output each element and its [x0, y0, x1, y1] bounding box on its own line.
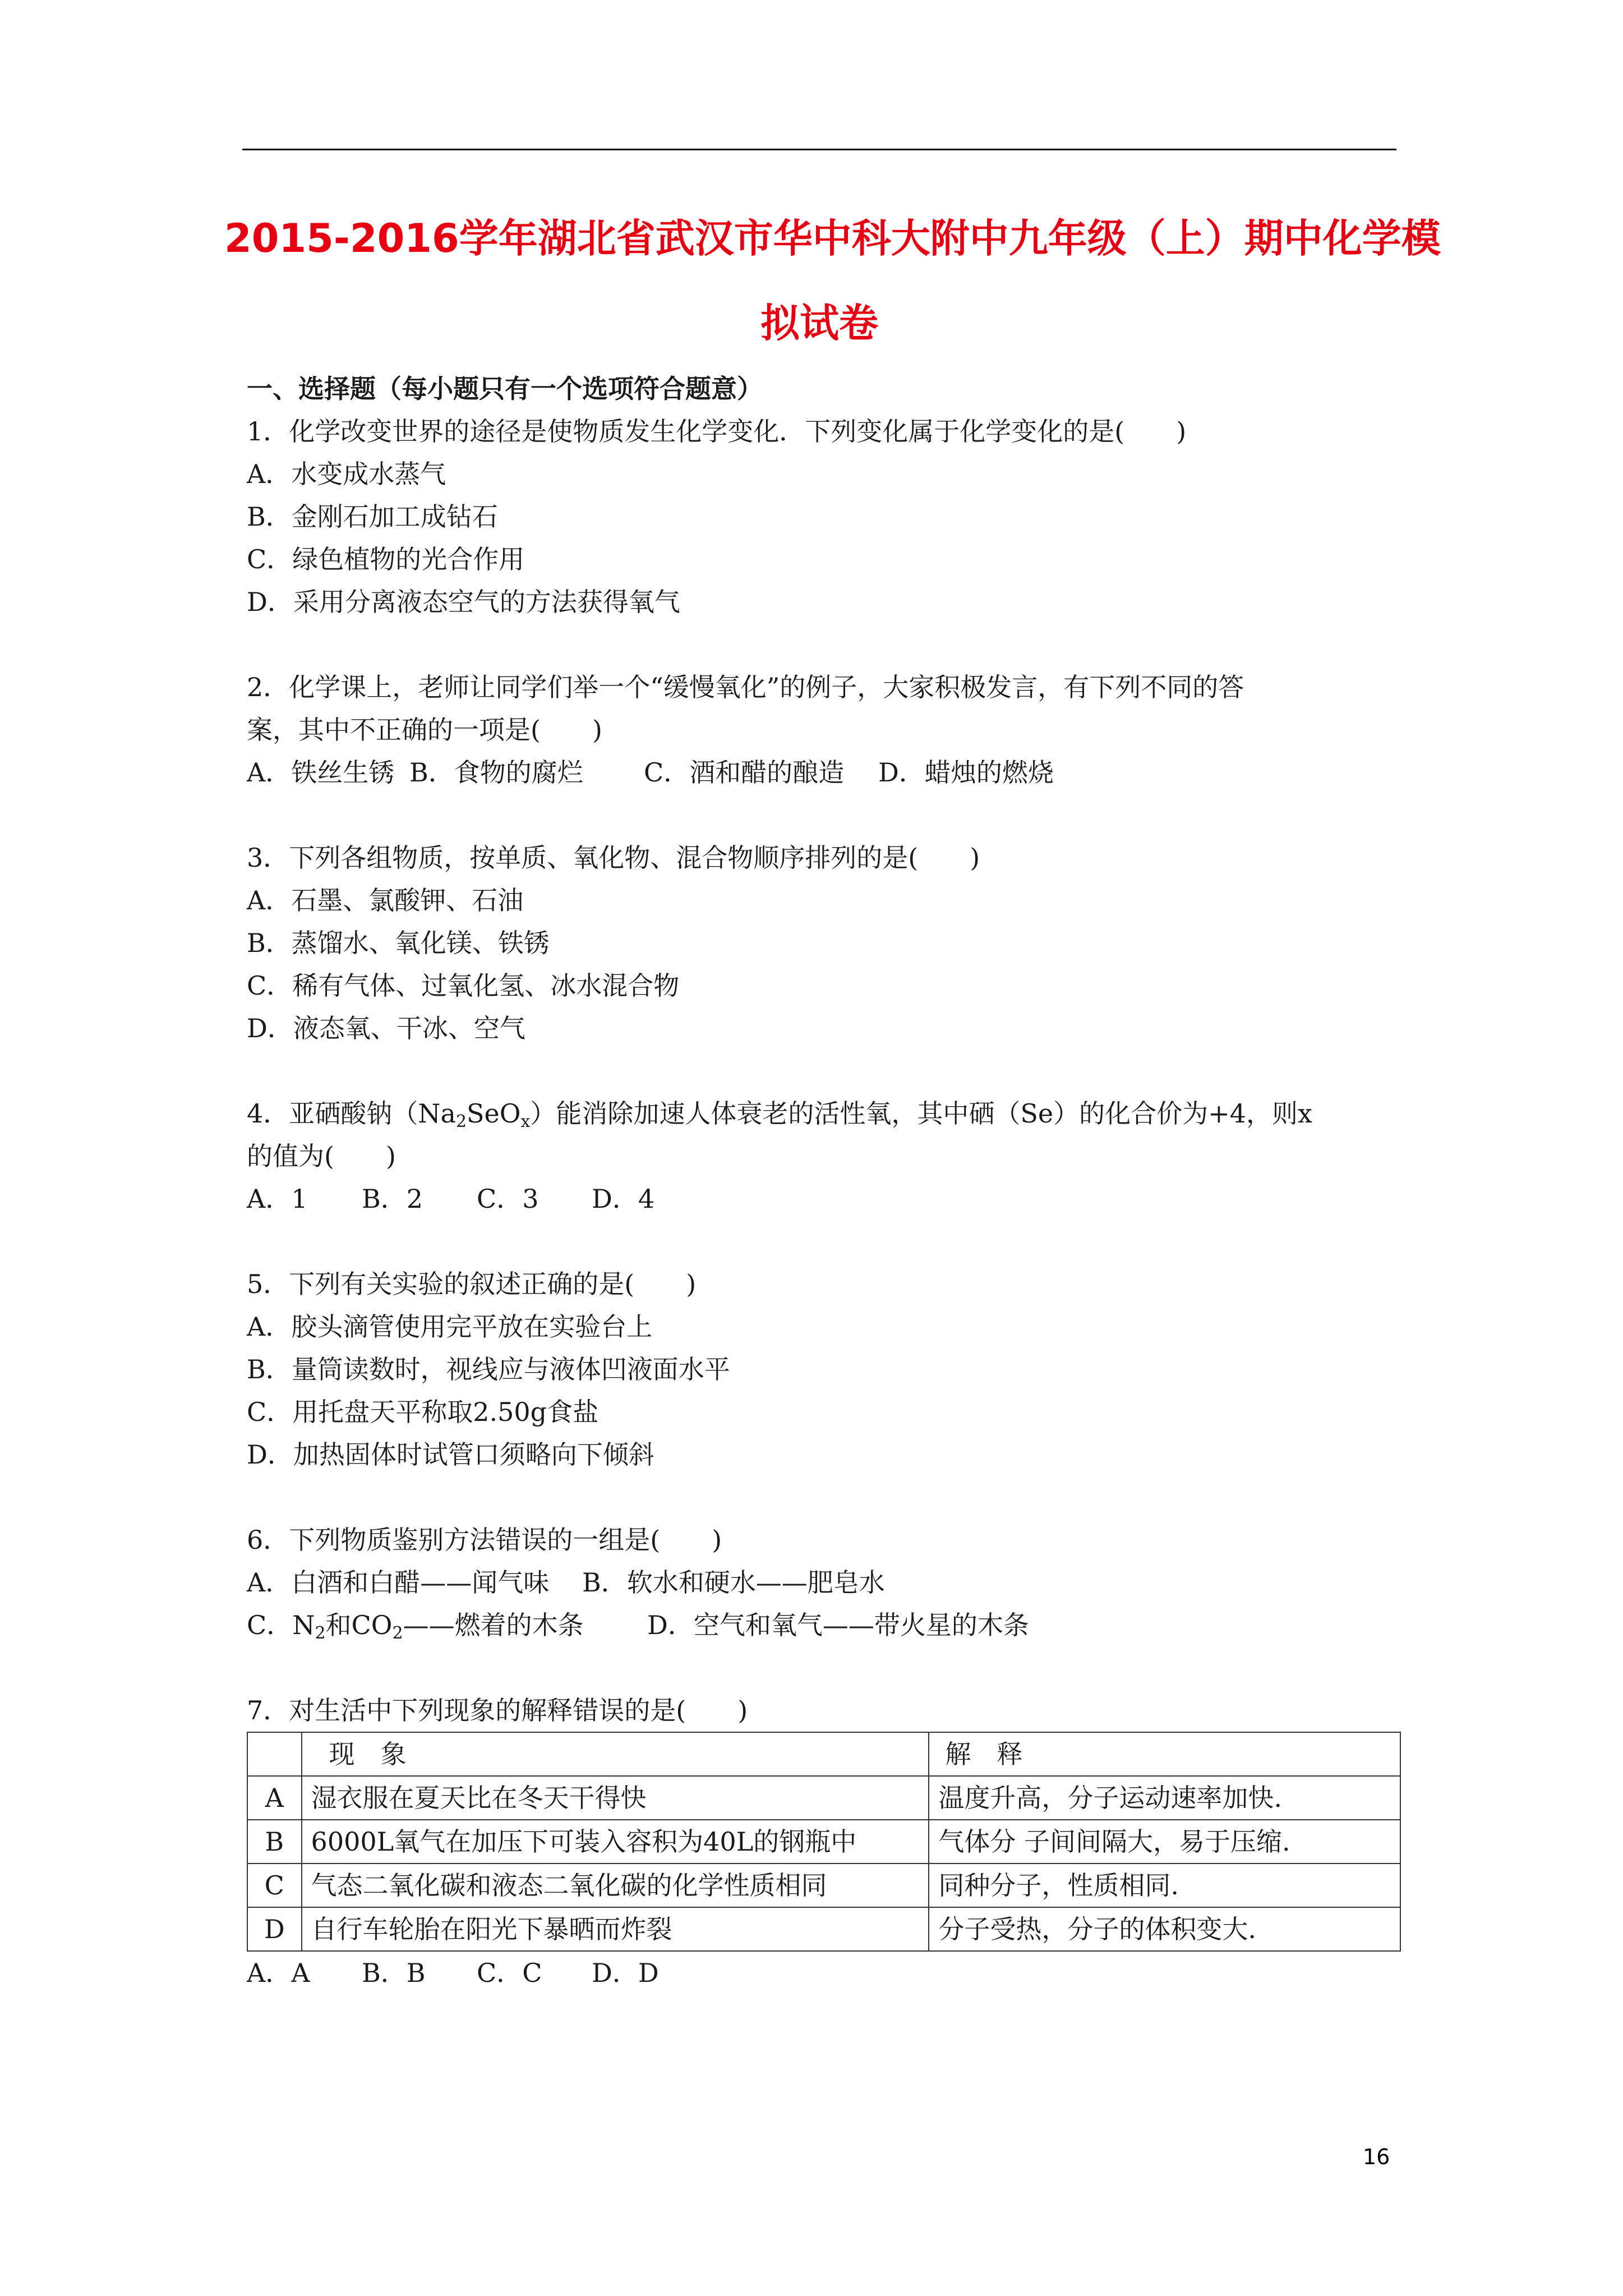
option-a: A．石墨、氯酸钾、石油	[247, 885, 524, 915]
question-2	[247, 666, 1402, 794]
stem-prefix: 4．亚硒酸钠（Na	[247, 1098, 456, 1129]
option-c: C．绿色植物的光合作用	[247, 544, 525, 574]
question-4	[247, 1092, 1402, 1220]
option-b: B．2	[362, 1184, 423, 1214]
option-c: C．用托盘天平称取2.50g食盐	[247, 1397, 599, 1427]
table-cell-phenomenon: 气态二氧化碳和液态二氧化碳的化学性质相同	[302, 1864, 929, 1907]
table-row	[247, 1907, 1400, 1951]
table-cell-explanation: 分子受热，分子的体积变大.	[929, 1907, 1400, 1951]
table-cell-explanation: 温度升高，分子运动速率加快.	[929, 1776, 1400, 1820]
question-stem	[247, 1092, 1402, 1135]
option-c-mid: 和CO	[325, 1610, 393, 1640]
table-cell-phenomenon: 自行车轮胎在阳光下暴晒而炸裂	[302, 1907, 929, 1951]
option-b: B．B	[362, 1958, 426, 1988]
question-stem: 2．化学课上，老师让同学们举一个“缓慢氧化”的例子，大家积极发言，有下列不同的答	[247, 672, 1244, 702]
question-stem: 6．下列物质鉴别方法错误的一组是( )	[247, 1525, 722, 1555]
exam-content	[247, 367, 1402, 1994]
question-stem: 1．化学改变世界的途径是使物质发生化学变化．下列变化属于化学变化的是( )	[247, 416, 1187, 447]
option-b: B．食物的腐烂	[409, 757, 583, 788]
table-row	[247, 1864, 1400, 1907]
options-row-2	[247, 1604, 1402, 1646]
section-heading: 一、选择题（每小题只有一个选项符合题意）	[247, 374, 763, 404]
question-7	[247, 1689, 1402, 1994]
option-d: D．加热固体时试管口须略向下倾斜	[247, 1439, 654, 1470]
table-cell-key: A	[247, 1776, 302, 1820]
table-cell-explanation: 同种分子，性质相同.	[929, 1864, 1400, 1907]
question-stem-continued: 案，其中不正确的一项是( )	[247, 715, 602, 745]
option-a: A．铁丝生锈	[247, 757, 395, 788]
question-3	[247, 836, 1402, 1050]
option-d: D．液态氧、干冰、空气	[247, 1013, 525, 1043]
subscript: 2	[315, 1623, 326, 1643]
question-stem-continued: 的值为( )	[247, 1141, 396, 1171]
exam-title-line-2: 拟试卷	[760, 300, 878, 346]
page-number: 16	[1363, 2145, 1390, 2169]
option-c: C．稀有气体、过氧化氢、冰水混合物	[247, 970, 680, 1001]
table-header-row	[247, 1732, 1400, 1776]
option-d: D．蜡烛的燃烧	[878, 757, 1054, 788]
exam-title-line-1: 2015-2016学年湖北省武汉市华中科大附中九年级（上）期中化学模	[224, 215, 1441, 261]
option-a: A．1	[247, 1184, 308, 1214]
option-c	[247, 1604, 647, 1646]
table-header-cell: 解 释	[929, 1732, 1400, 1776]
option-a: A．胶头滴管使用完平放在实验台上	[247, 1312, 653, 1342]
table-cell-key: D	[247, 1907, 302, 1951]
subscript: 2	[455, 1112, 467, 1131]
question-stem: 5．下列有关实验的叙述正确的是( )	[247, 1269, 697, 1299]
question-1	[247, 410, 1402, 623]
options-row	[247, 751, 1402, 794]
options-row	[247, 1177, 1402, 1220]
option-b: B．金刚石加工成钻石	[247, 501, 498, 532]
option-a: A．白酒和白醋——闻气味	[247, 1567, 550, 1598]
option-d: D．4	[592, 1184, 655, 1214]
option-c-prefix: C．N	[247, 1610, 315, 1640]
table-cell-key: C	[247, 1864, 302, 1907]
option-c: C．3	[477, 1184, 539, 1214]
table-cell-phenomenon: 湿衣服在夏天比在冬天干得快	[302, 1776, 929, 1820]
option-d: D．空气和氧气——带火星的木条	[647, 1610, 1029, 1640]
question-stem: 7．对生活中下列现象的解释错误的是( )	[247, 1695, 748, 1726]
option-b: B．蒸馏水、氧化镁、铁锈	[247, 928, 550, 958]
question-5	[247, 1263, 1402, 1476]
table-cell-explanation: 气体分 子间间隔大，易于压缩.	[929, 1820, 1400, 1864]
table-header-cell: 现 象	[302, 1732, 929, 1776]
question-6	[247, 1519, 1402, 1646]
option-c: C．酒和醋的酿造	[644, 757, 845, 788]
option-b: B．软水和硬水——肥皂水	[582, 1567, 885, 1598]
subscript: 2	[392, 1623, 403, 1643]
stem-suffix: ）能消除加速人体衰老的活性氧，其中硒（Se）的化合价为+4，则x	[530, 1098, 1312, 1129]
option-d: D．采用分离液态空气的方法获得氧气	[247, 587, 680, 617]
stem-formula: SeO	[467, 1098, 521, 1129]
table-row	[247, 1776, 1400, 1820]
option-d: D．D	[592, 1958, 659, 1988]
option-a: A．水变成水蒸气	[247, 459, 446, 489]
question-stem: 3．下列各组物质，按单质、氧化物、混合物顺序排列的是( )	[247, 843, 980, 873]
options-row	[247, 1952, 1402, 1994]
header-rule	[242, 149, 1396, 150]
subscript: x	[520, 1112, 531, 1131]
option-c: C．C	[477, 1958, 542, 1988]
table-cell-key: B	[247, 1820, 302, 1864]
option-c-suffix: ——燃着的木条	[403, 1610, 584, 1640]
option-b: B．量筒读数时，视线应与液体凹液面水平	[247, 1354, 730, 1384]
table-header-cell	[247, 1732, 302, 1776]
phenomenon-table	[247, 1732, 1401, 1952]
options-row-1	[247, 1561, 1402, 1604]
table-row	[247, 1820, 1400, 1864]
table-cell-phenomenon: 6000L氧气在加压下可装入容积为40L的钢瓶中	[302, 1820, 929, 1864]
option-a: A．A	[247, 1958, 310, 1988]
